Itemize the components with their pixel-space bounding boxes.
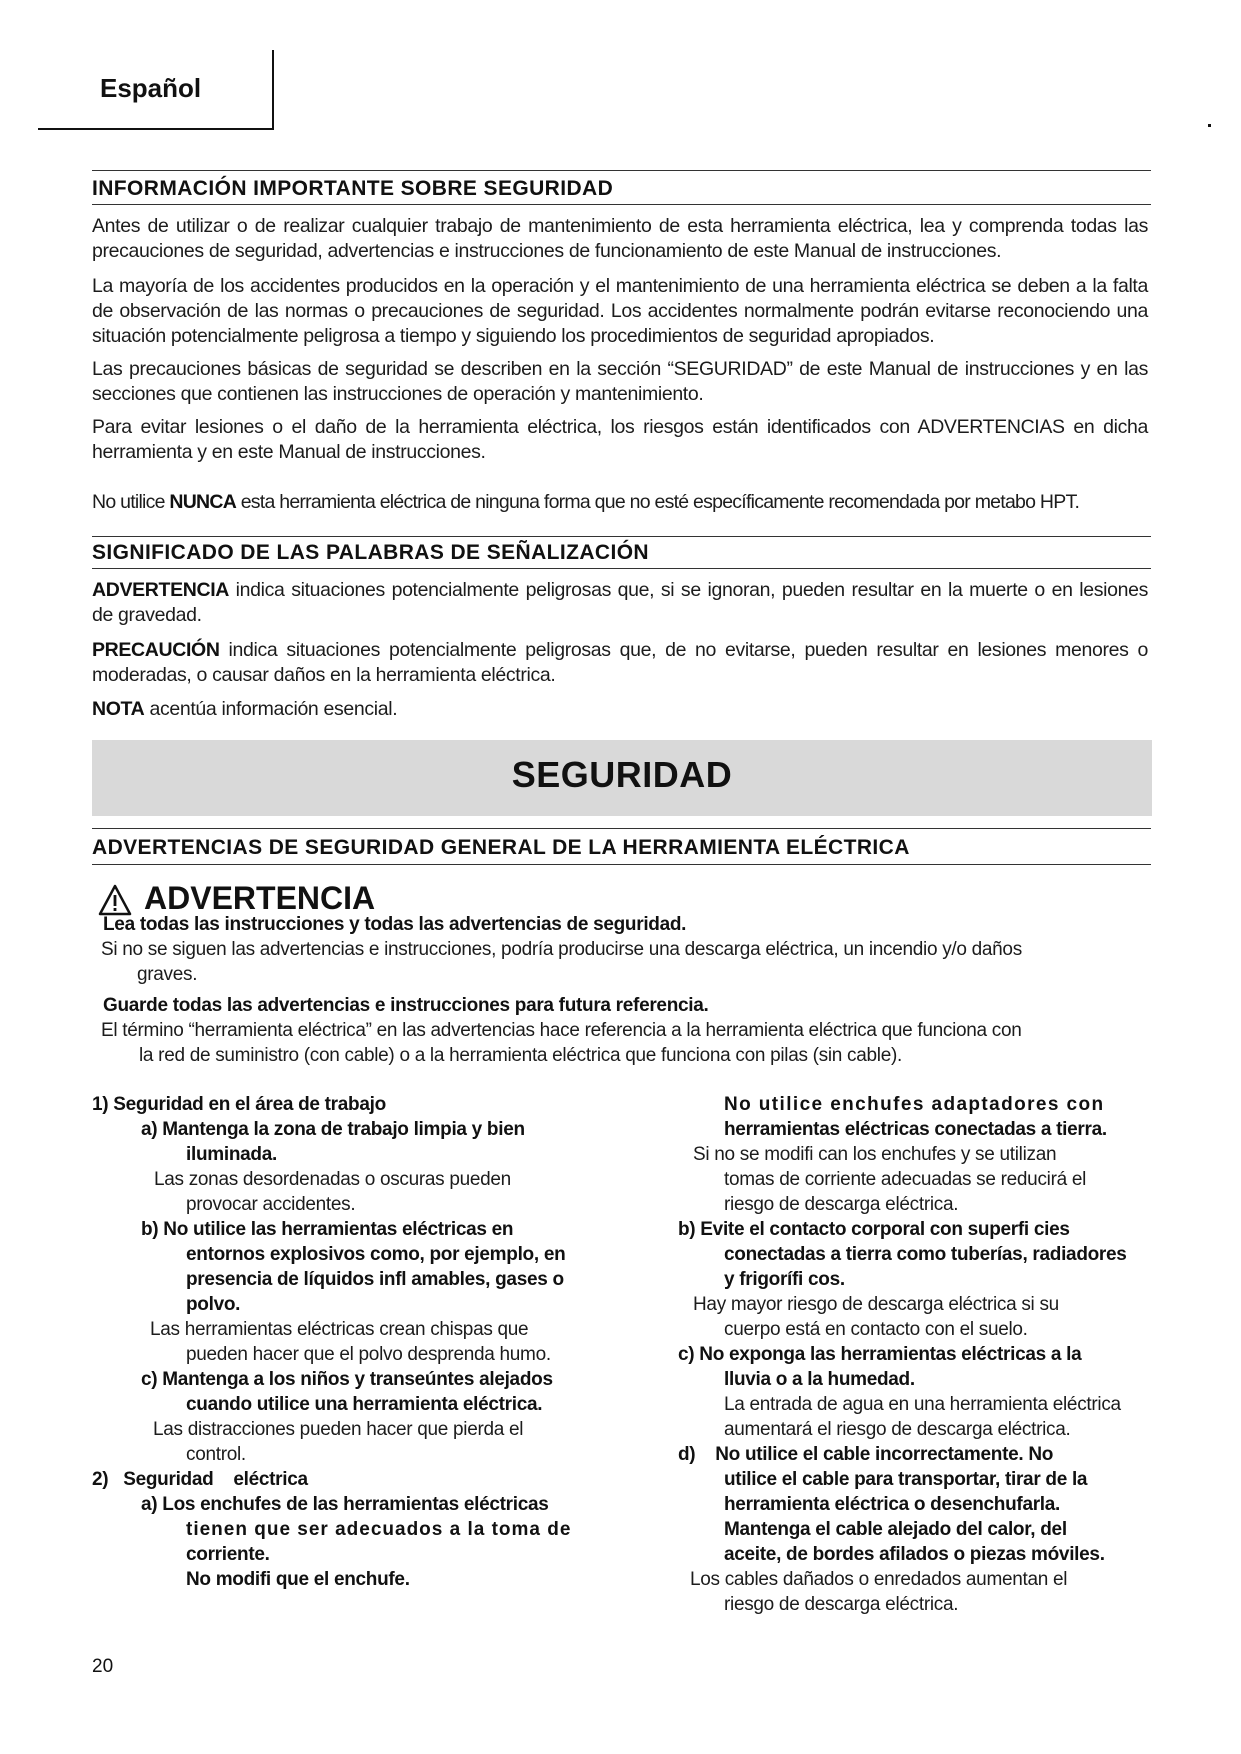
right-line-2: herramientas eléctricas conectadas a tierra. xyxy=(724,1119,1107,1140)
section1-paragraph-2: La mayoría de los accidentes producidos en la operación y el mantenimiento de una herramienta eléctrica se deben a la falta de observación de las normas o precauciones de seguridad. Los accidentes normalmente podrán evitarse reconociendo una situación potencialmente peligrosa a tiempo y siguiendo los procedimientos de seguridad apropiados. xyxy=(92,275,1148,347)
right-line-8: y frigorífi cos. xyxy=(724,1269,845,1290)
left-line-17: a) Los enchufes de las herramientas eléctricas xyxy=(141,1494,549,1515)
left-line-10: Las herramientas eléctricas crean chispas que xyxy=(150,1319,529,1340)
section1-paragraph-4: Para evitar lesiones o el daño de la herramienta eléctrica, los riesgos están identificados con ADVERTENCIAS en dicha herramienta y en este Manual de instrucciones. xyxy=(92,416,1148,463)
signal-word-precaucion xyxy=(92,638,1148,688)
never-prefix: No utilice xyxy=(92,491,170,513)
right-line-5: riesgo de descarga eléctrica. xyxy=(724,1194,959,1215)
left-line-15: control. xyxy=(186,1444,246,1465)
left-line-13: cuando utilice una herramienta eléctrica. xyxy=(186,1394,543,1415)
section1-top-rule xyxy=(92,170,1151,171)
warning-line-5: El término “herramienta eléctrica” en las advertencias hace referencia a la herramienta eléctrica que funciona con xyxy=(101,1020,1022,1041)
section3-bottom-rule xyxy=(92,864,1151,865)
left-line-6: b) No utilice las herramientas eléctricas en xyxy=(141,1219,514,1240)
term-nota: NOTA xyxy=(92,698,145,720)
right-line-12: lluvia o a la humedad. xyxy=(724,1369,915,1390)
never-use-paragraph xyxy=(92,490,1148,515)
left-line-12: c) Mantenga a los niños y transeúntes alejados xyxy=(141,1369,553,1390)
definition-advertencia: indica situaciones potencialmente peligrosas que, si se ignoran, pueden resultar en la muerte o en lesiones de gravedad. xyxy=(92,579,1148,626)
left-line-5: provocar accidentes. xyxy=(186,1194,356,1215)
right-line-10: cuerpo está en contacto con el suelo. xyxy=(724,1319,1028,1340)
right-line-18: Mantenga el cable alejado del calor, del xyxy=(724,1519,1067,1540)
left-line-1: 1) Seguridad en el área de trabajo xyxy=(92,1094,386,1115)
right-line-13: La entrada de agua en una herramienta eléctrica xyxy=(724,1394,1121,1415)
right-line-6: b) Evite el contacto corporal con superfi cies xyxy=(678,1219,1070,1240)
right-line-11: c) No exponga las herramientas eléctricas a la xyxy=(678,1344,1082,1365)
warning-line-1: Lea todas las instrucciones y todas las advertencias de seguridad. xyxy=(103,914,687,935)
right-line-16: utilice el cable para transportar, tirar de la xyxy=(724,1469,1088,1490)
left-line-4: Las zonas desordenadas o oscuras pueden xyxy=(154,1169,511,1190)
left-line-7: entornos explosivos como, por ejemplo, en xyxy=(186,1244,566,1265)
never-word: NUNCA xyxy=(169,491,237,513)
right-line-15: d) No utilice el cable incorrectamente. No xyxy=(678,1444,1054,1465)
section1-bottom-rule xyxy=(92,204,1151,205)
section2-bottom-rule xyxy=(92,568,1151,569)
section2-heading: SIGNIFICADO DE LAS PALABRAS DE SEÑALIZACIÓN xyxy=(92,541,649,564)
stray-dot xyxy=(1208,124,1211,127)
term-precaucion: PRECAUCIÓN xyxy=(92,639,220,661)
left-line-20: No modifi que el enchufe. xyxy=(186,1569,410,1590)
section3-heading: ADVERTENCIAS DE SEGURIDAD GENERAL DE LA HERRAMIENTA ELÉCTRICA xyxy=(92,836,910,859)
warning-line-4: Guarde todas las advertencias e instrucciones para futura referencia. xyxy=(103,995,709,1016)
right-line-4: tomas de corriente adecuadas se reducirá el xyxy=(724,1169,1087,1190)
section1-heading: INFORMACIÓN IMPORTANTE SOBRE SEGURIDAD xyxy=(92,177,614,200)
right-line-14: aumentará el riesgo de descarga eléctrica. xyxy=(724,1419,1071,1440)
signal-word-advertencia xyxy=(92,578,1148,628)
language-tab xyxy=(38,50,274,130)
right-line-21: riesgo de descarga eléctrica. xyxy=(724,1594,959,1615)
right-line-7: conectadas a tierra como tuberías, radiadores xyxy=(724,1244,1127,1265)
left-line-18: tienen que ser adecuados a la toma de xyxy=(186,1519,572,1540)
language-label: Español xyxy=(100,73,202,103)
warning-line-2: Si no se siguen las advertencias e instrucciones, podría producirse una descarga eléctrica, un incendio y/o daños xyxy=(101,939,1022,960)
right-line-9: Hay mayor riesgo de descarga eléctrica si su xyxy=(693,1294,1059,1315)
right-line-1: No utilice enchufes adaptadores con xyxy=(724,1094,1105,1115)
section3-top-rule xyxy=(92,828,1151,829)
warning-line-6: la red de suministro (con cable) o a la herramienta eléctrica que funciona con pilas (sin cable). xyxy=(139,1045,902,1066)
left-line-3: iluminada. xyxy=(186,1144,277,1165)
left-line-19: corriente. xyxy=(186,1544,270,1565)
banner-title: SEGURIDAD xyxy=(511,754,733,795)
left-line-16: 2) Seguridad eléctrica xyxy=(92,1469,308,1490)
right-line-17: herramienta eléctrica o desenchufarla. xyxy=(724,1494,1061,1515)
right-line-3: Si no se modifi can los enchufes y se utilizan xyxy=(693,1144,1057,1165)
left-line-9: polvo. xyxy=(186,1294,241,1315)
definition-nota: acentúa información esencial. xyxy=(144,698,398,720)
section2-top-rule xyxy=(92,536,1151,537)
left-line-8: presencia de líquidos infl amables, gases o xyxy=(186,1269,564,1290)
left-line-11: pueden hacer que el polvo desprenda humo. xyxy=(186,1344,551,1365)
section1-paragraph-1: Antes de utilizar o de realizar cualquier trabajo de mantenimiento de esta herramienta eléctrica, lea y comprenda todas las precauciones de seguridad, advertencias e instrucciones de funcionamiento de este Manual de instrucciones. xyxy=(92,215,1148,262)
page-number: 20 xyxy=(92,1656,114,1677)
warning-title: ADVERTENCIA xyxy=(144,880,376,916)
section1-paragraph-3: Las precauciones básicas de seguridad se describen en la sección “SEGURIDAD” de este Manual de instrucciones y en las secciones que contienen las instrucciones de operación y mantenimiento. xyxy=(92,358,1148,405)
term-advertencia: ADVERTENCIA xyxy=(92,579,229,601)
left-line-14: Las distracciones pueden hacer que pierda el xyxy=(153,1419,524,1440)
warning-line-3: graves. xyxy=(137,964,198,985)
left-line-2: a) Mantenga la zona de trabajo limpia y bien xyxy=(141,1119,525,1140)
right-line-20: Los cables dañados o enredados aumentan el xyxy=(690,1569,1068,1590)
never-suffix: esta herramienta eléctrica de ninguna forma que no esté específicamente recomendada por metabo HPT. xyxy=(236,491,1080,513)
definition-precaucion: indica situaciones potencialmente peligrosas que, de no evitarse, pueden resultar en lesiones menores o moderadas, o causar daños en la herramienta eléctrica. xyxy=(92,639,1148,686)
seguridad-banner xyxy=(92,740,1152,816)
signal-word-nota xyxy=(92,697,1148,722)
right-line-19: aceite, de bordes afilados o piezas móviles. xyxy=(724,1544,1105,1565)
